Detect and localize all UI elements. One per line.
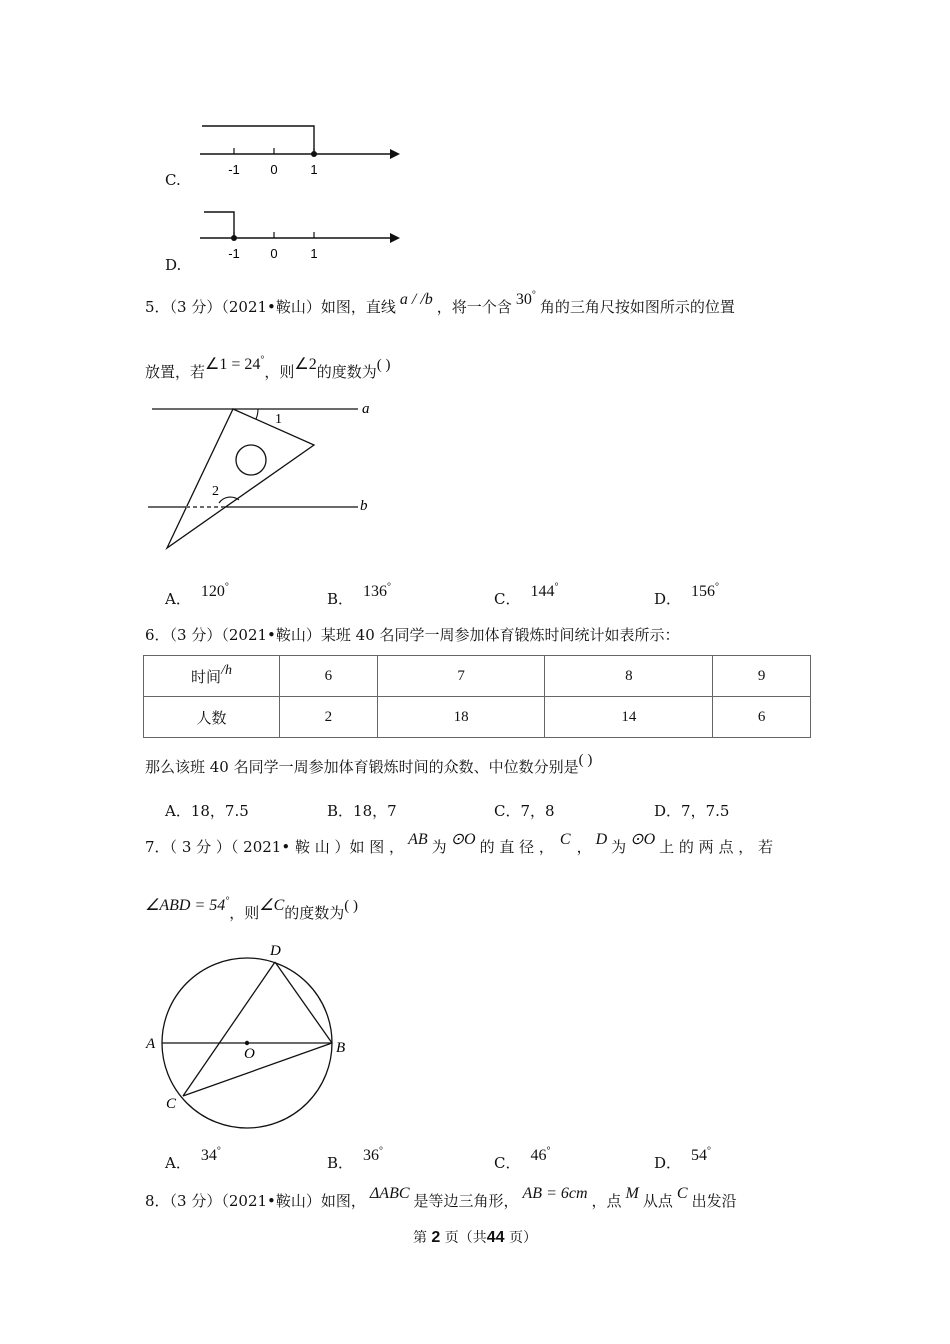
footer-page-number: 2	[431, 1229, 441, 1246]
q7-score: （ 3 分 ）	[169, 838, 231, 856]
q6-row1-cell-0: 6	[280, 656, 378, 697]
q6-option-d[interactable]: D．7，7.5	[654, 802, 730, 820]
q8-m: M	[625, 1185, 639, 1202]
q4d-arrow	[390, 233, 400, 243]
q4d-solid-dot	[231, 235, 237, 241]
q5-number: 5．	[145, 298, 170, 316]
q6-row1-cell-2: 8	[545, 656, 713, 697]
q5-options	[0, 581, 950, 612]
table-row	[144, 697, 811, 738]
q6-score: （3 分）	[169, 626, 222, 644]
q8-text-d: 从点	[642, 1192, 673, 1210]
q8-line-1	[145, 1185, 737, 1211]
q7-center-dot	[245, 1041, 249, 1045]
q7-text-d: 为	[611, 838, 627, 856]
q6-question: 那么该班 40 名同学一周参加体育锻炼时间的众数、中位数分别是	[145, 758, 579, 776]
q4c-solid-dot	[311, 151, 317, 157]
q5-given: ∠1 = 24°	[205, 354, 265, 373]
q4c-tick-label-neg1: -1	[228, 162, 240, 177]
q4c-solution-bracket	[202, 126, 314, 154]
q6-row1-cell-3: 9	[713, 656, 811, 697]
q6-row1-cell-1: 7	[377, 656, 545, 697]
q5-angle-30: 30°	[515, 289, 536, 308]
table-row	[144, 656, 811, 697]
q7-label-b: B	[336, 1040, 346, 1056]
q7-text-b: 为	[431, 838, 447, 856]
q7-circle-o2: ⊙O	[630, 831, 656, 848]
q6-row2-cell-1: 18	[377, 697, 545, 738]
q7-option-a[interactable]: A． 34°	[165, 1145, 221, 1172]
q5-option-d[interactable]: D． 156°	[654, 581, 720, 608]
q5-text-b: ，将一个含	[436, 298, 512, 316]
q5-label-angle1: 1	[275, 412, 282, 427]
q4-option-d-figure	[190, 202, 410, 266]
q4c-arrow	[390, 149, 400, 159]
q7-label-d: D	[270, 943, 281, 959]
q5-triangle-ruler	[167, 409, 314, 548]
q5-target: ∠2	[294, 356, 317, 373]
q7-chord-db	[275, 962, 332, 1043]
q4d-tick-label-0: 0	[270, 246, 278, 261]
q5-label-b: b	[360, 498, 368, 514]
page-footer: 第 2 页（共44 页）	[412, 1229, 538, 1246]
q8-text-e: 出发沿	[691, 1192, 737, 1210]
q7-text-e: 上 的 两 点 ， 若	[659, 838, 773, 856]
q6-source: （2021•鞍山）	[221, 626, 321, 644]
q8-source: （2021•鞍山）	[221, 1192, 321, 1210]
q8-text-a: 如图，	[320, 1192, 366, 1210]
q4c-tick-label-1: 1	[310, 162, 318, 177]
q7-option-b[interactable]: B． 36°	[327, 1145, 384, 1172]
q7-label-o: O	[244, 1046, 255, 1062]
q7-chord-dc	[183, 962, 275, 1096]
q8-c: C	[676, 1185, 688, 1202]
q5-line-1	[145, 289, 735, 317]
q5-answer-paren[interactable]: ( )	[376, 357, 391, 373]
q5-text-f: 的度数为	[316, 363, 377, 381]
q7-text-f: ，则	[229, 904, 260, 922]
q8-score: （3 分）	[169, 1192, 222, 1210]
q7-answer-paren[interactable]: ( )	[344, 898, 359, 914]
q4c-tick-label-0: 0	[270, 162, 278, 177]
q7-target: ∠C	[259, 897, 285, 914]
q5-line-2	[145, 354, 391, 382]
q5-figure	[140, 396, 380, 556]
q6-row2-head: 人数	[144, 697, 280, 738]
q6-stats-table	[143, 655, 811, 738]
q5-option-a[interactable]: A． 120°	[165, 581, 229, 608]
q7-comma: ，	[576, 838, 592, 856]
q4d-solution-bracket	[204, 212, 234, 238]
footer-total-pages: 44	[486, 1229, 505, 1246]
q5-text-c: 角的三角尺按如图所示的位置	[539, 298, 735, 316]
q7-d: D	[595, 831, 608, 848]
q7-figure	[140, 936, 360, 1136]
q6-row2-cell-2: 14	[545, 697, 713, 738]
q5-option-c[interactable]: C． 144°	[494, 581, 559, 608]
q4d-tick-label-neg1: -1	[228, 246, 240, 261]
q7-text-c: 的 直 径 ，	[479, 838, 554, 856]
q5-text-d: 放置，若	[145, 363, 206, 381]
q4-option-d-label[interactable]: D.	[165, 256, 182, 274]
q5-label-a: a	[362, 401, 370, 417]
q8-text-b: 是等边三角形，	[413, 1192, 519, 1210]
q6-option-b[interactable]: B．18，7	[327, 802, 397, 820]
q8-text-c: ，点	[591, 1192, 622, 1210]
q5-score: （3 分）	[169, 298, 222, 316]
q6-row1-head: 时间/h	[144, 656, 280, 697]
q6-number: 6．	[145, 626, 170, 644]
q5-ruler-hole	[236, 445, 266, 475]
q6-line-1	[145, 624, 680, 645]
q5-angle1-arc	[256, 409, 258, 419]
q7-line-1	[145, 831, 773, 857]
q7-options	[0, 1145, 950, 1176]
q7-given: ∠ABD = 54°	[145, 895, 230, 914]
q4-option-c-figure	[190, 118, 410, 182]
q5-source: （2021•鞍山）	[221, 298, 321, 316]
q7-label-c: C	[166, 1096, 177, 1112]
q7-line-2	[145, 895, 359, 923]
q7-c: C	[559, 831, 571, 848]
q5-text-e: ，则	[264, 363, 295, 381]
q6-options	[0, 800, 950, 824]
q6-row2-cell-3: 6	[713, 697, 811, 738]
q5-parallel: a / /b	[399, 291, 433, 308]
q8-number: 8．	[145, 1192, 170, 1210]
q7-number: 7．	[145, 838, 170, 856]
q5-text-a: 如图，直线	[320, 298, 396, 316]
q4-option-c-label[interactable]: C.	[165, 171, 181, 189]
q8-triangle: ΔABC	[369, 1185, 410, 1202]
q7-text-a: 如 图 ，	[349, 838, 405, 856]
q6-text: 某班 40 名同学一周参加体育锻炼时间统计如表所示：	[320, 626, 680, 644]
q7-chord-cb	[183, 1043, 332, 1096]
q7-option-d[interactable]: D． 54°	[654, 1145, 712, 1172]
q7-source: （ 2021• 鞍 山 ）	[230, 838, 350, 856]
q7-option-c[interactable]: C． 46°	[494, 1145, 551, 1172]
q6-answer-paren[interactable]: ( )	[578, 752, 593, 768]
q5-label-angle2: 2	[212, 484, 219, 499]
q6-line-2	[145, 752, 593, 777]
q7-ab: AB	[408, 831, 428, 848]
q7-text-g: 的度数为	[284, 904, 345, 922]
q6-row2-cell-0: 2	[280, 697, 378, 738]
q7-label-a: A	[146, 1036, 156, 1052]
q8-ab-length: AB = 6cm	[522, 1185, 588, 1202]
q4d-tick-label-1: 1	[310, 246, 318, 261]
q6-option-a[interactable]: A．18，7.5	[165, 802, 249, 820]
q6-option-c[interactable]: C．7，8	[494, 802, 555, 820]
q5-option-b[interactable]: B． 136°	[327, 581, 392, 608]
q7-circle-o: ⊙O	[450, 831, 476, 848]
